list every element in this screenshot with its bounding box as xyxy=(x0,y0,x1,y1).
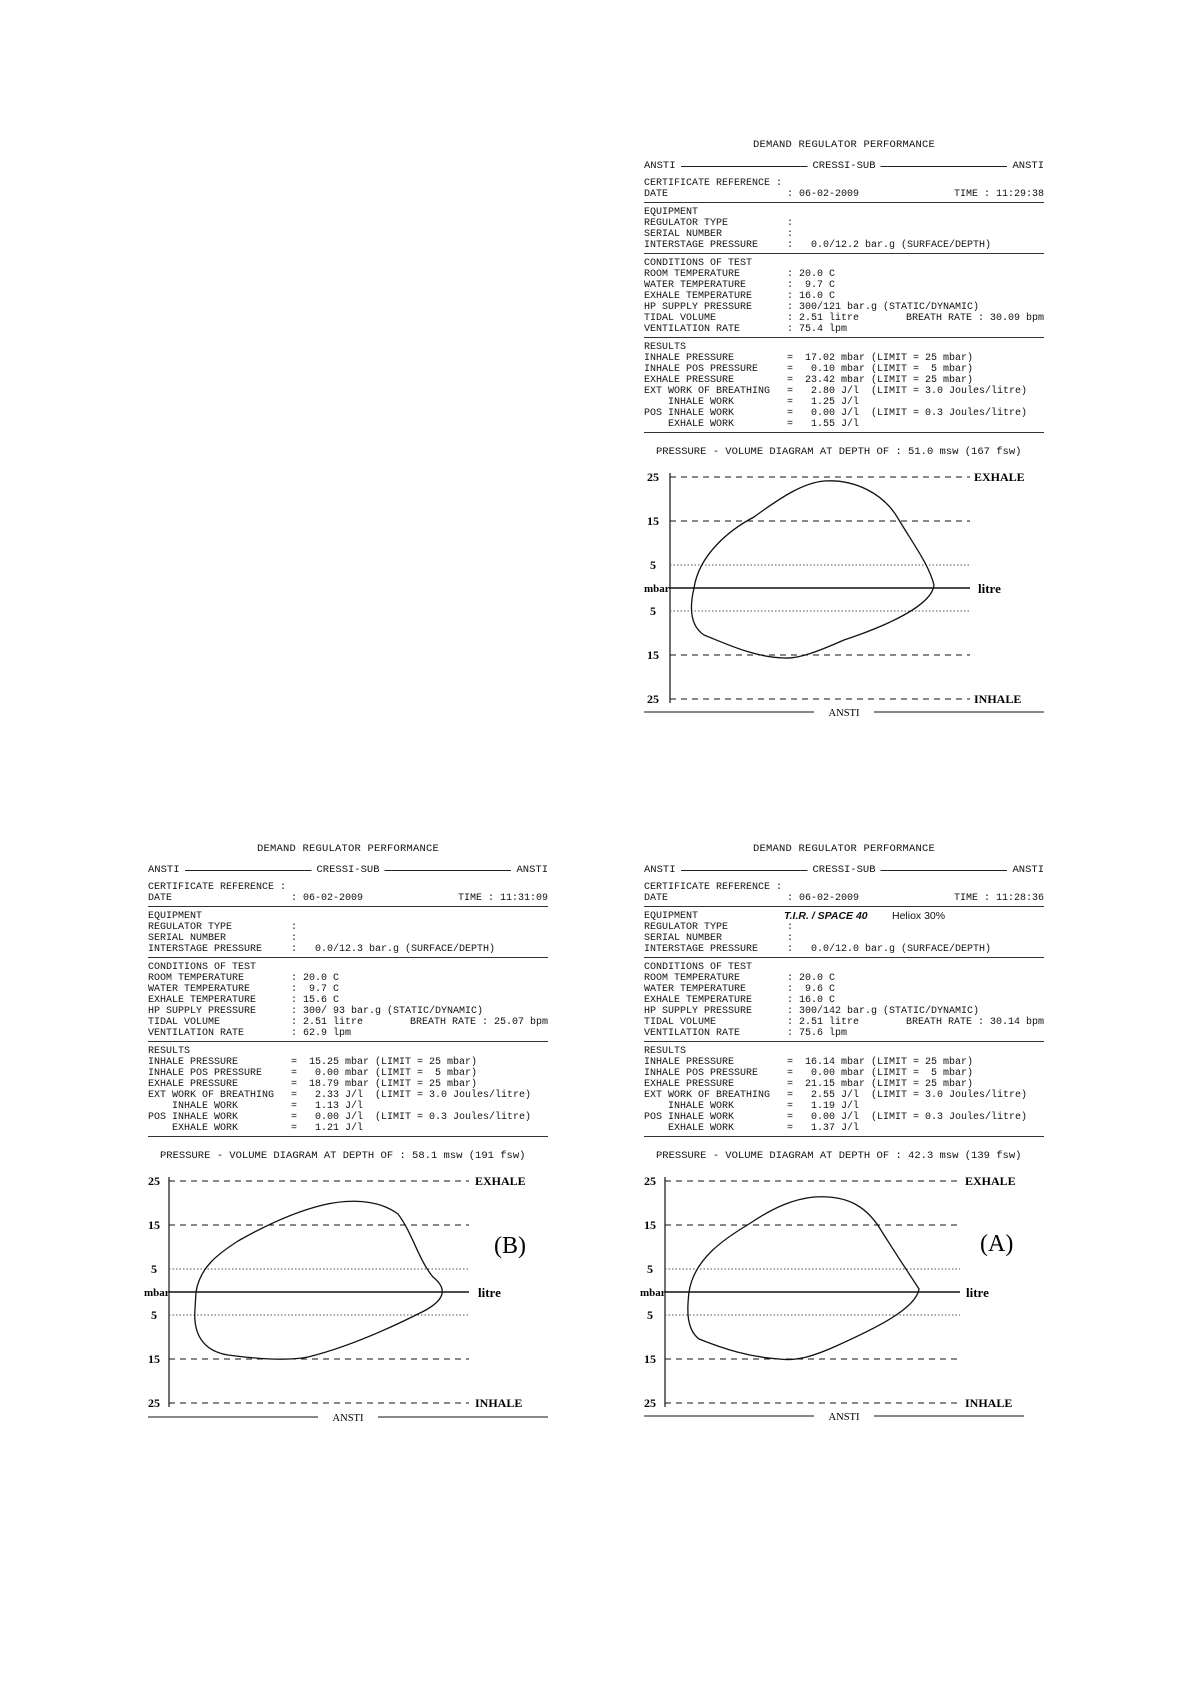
inhale-work-value: 1.19 J/l xyxy=(805,1101,860,1112)
tidal-volume-label: TIDAL VOLUME xyxy=(644,313,717,324)
pos-inhale-work-label: POS INHALE WORK xyxy=(644,408,735,419)
serial-number-label: SERIAL NUMBER xyxy=(644,229,723,240)
room-temperature-value: : 20.0 C xyxy=(787,269,836,280)
equipment-block xyxy=(644,910,1044,958)
pos-inhale-work-op: = xyxy=(787,1112,794,1123)
exhale-label: EXHALE xyxy=(974,470,1025,484)
pressure-volume-diagram xyxy=(644,465,1044,723)
inhale-pos-pressure-label: INHALE POS PRESSURE xyxy=(644,364,759,375)
tidal-volume-label: TIDAL VOLUME xyxy=(148,1017,221,1028)
date-value: : 06-02-2009 xyxy=(291,893,364,904)
interstage-pressure-value: : 0.0/12.3 bar.g (SURFACE/DEPTH) xyxy=(291,944,496,955)
exhale-work-label: EXHALE WORK xyxy=(644,419,735,430)
inhale-pos-pressure-label: INHALE POS PRESSURE xyxy=(148,1068,263,1079)
equipment-block xyxy=(644,206,1044,254)
reference-block xyxy=(644,177,1044,203)
ext-work-of-breathing-value: 2.80 J/l (LIMIT = 3.0 Joules/litre) xyxy=(805,386,1028,397)
y-tick-label: 25 xyxy=(148,1396,160,1410)
serial-number-value: : xyxy=(787,229,794,240)
y-tick-label: 5 xyxy=(151,1308,157,1322)
water-temperature-value: : 9.6 C xyxy=(787,984,836,995)
equipment-block xyxy=(148,910,548,958)
equipment-name: T.I.R. / SPACE 40 xyxy=(784,910,868,922)
ext-work-of-breathing-value: 2.33 J/l (LIMIT = 3.0 Joules/litre) xyxy=(309,1090,532,1101)
ext-work-of-breathing-value: 2.55 J/l (LIMIT = 3.0 Joules/litre) xyxy=(805,1090,1028,1101)
y-tick-label: 15 xyxy=(647,514,659,528)
inhale-work-value: 1.25 J/l xyxy=(805,397,860,408)
water-temperature-value: : 9.7 C xyxy=(787,280,836,291)
exhale-work-op: = xyxy=(787,1123,794,1134)
regulator-type-label: REGULATOR TYPE xyxy=(644,922,729,933)
inhale-pressure-label: INHALE PRESSURE xyxy=(148,1057,239,1068)
exhale-pressure-value: 18.79 mbar (LIMIT = 25 mbar) xyxy=(309,1079,478,1090)
hp-supply-pressure-label: HP SUPPLY PRESSURE xyxy=(148,1006,257,1017)
panel-label: (A) xyxy=(980,1231,1014,1257)
tidal-volume-value: : 2.51 litre xyxy=(291,1017,364,1028)
pos-inhale-work-value: 0.00 J/l (LIMIT = 0.3 Joules/litre) xyxy=(309,1112,532,1123)
results-block xyxy=(148,1045,548,1137)
ventilation-rate-value: : 75.6 lpm xyxy=(787,1028,848,1039)
breath-rate-value: BREATH RATE : 25.07 bpm xyxy=(409,1017,548,1028)
inhale-work-label: INHALE WORK xyxy=(644,1101,735,1112)
y-tick-label: 15 xyxy=(148,1218,160,1232)
interstage-pressure-label: INTERSTAGE PRESSURE xyxy=(644,240,759,251)
y-tick-label: 15 xyxy=(644,1352,656,1366)
breath-rate-value: BREATH RATE : 30.09 bpm xyxy=(905,313,1044,324)
exhale-pressure-op: = xyxy=(291,1079,298,1090)
header-right: ANSTI xyxy=(511,862,548,878)
pressure-volume-loop xyxy=(195,1201,443,1359)
tidal-volume-value: : 2.51 litre xyxy=(787,1017,860,1028)
ext-work-of-breathing-op: = xyxy=(291,1090,298,1101)
date-value: : 06-02-2009 xyxy=(787,893,860,904)
report-header xyxy=(148,862,548,878)
y-tick-label: 25 xyxy=(647,692,659,706)
y-axis-unit-label: mbar xyxy=(144,1287,170,1299)
date-label: DATE xyxy=(644,189,669,200)
exhale-temperature-value: : 16.0 C xyxy=(787,995,836,1006)
certificate-reference-label: CERTIFICATE REFERENCE : xyxy=(644,178,783,189)
exhale-work-value: 1.37 J/l xyxy=(805,1123,860,1134)
inhale-work-op: = xyxy=(787,397,794,408)
pressure-volume-loop xyxy=(691,481,934,658)
exhale-work-op: = xyxy=(291,1123,298,1134)
serial-number-label: SERIAL NUMBER xyxy=(644,933,723,944)
water-temperature-label: WATER TEMPERATURE xyxy=(644,280,747,291)
reference-block xyxy=(644,881,1044,907)
room-temperature-label: ROOM TEMPERATURE xyxy=(644,269,741,280)
exhale-temperature-label: EXHALE TEMPERATURE xyxy=(644,995,753,1006)
exhale-pressure-label: EXHALE PRESSURE xyxy=(148,1079,239,1090)
date-value: : 06-02-2009 xyxy=(787,189,860,200)
y-tick-label: 15 xyxy=(644,1218,656,1232)
results-heading: RESULTS xyxy=(148,1046,191,1057)
ventilation-rate-label: VENTILATION RATE xyxy=(644,1028,741,1039)
time-value: TIME : 11:31:09 xyxy=(457,893,548,904)
exhale-label: EXHALE xyxy=(965,1174,1016,1188)
x-axis-label: litre xyxy=(966,1285,989,1300)
interstage-pressure-value: : 0.0/12.0 bar.g (SURFACE/DEPTH) xyxy=(787,944,992,955)
equipment-heading: EQUIPMENT xyxy=(148,911,203,922)
ext-work-of-breathing-op: = xyxy=(787,386,794,397)
regulator-type-label: REGULATOR TYPE xyxy=(148,922,233,933)
inhale-pressure-op: = xyxy=(787,353,794,364)
certificate-reference-label: CERTIFICATE REFERENCE : xyxy=(644,882,783,893)
report-header xyxy=(644,158,1044,174)
equipment-gas: Heliox 30% xyxy=(892,910,946,922)
y-axis-unit-label: mbar xyxy=(644,583,670,595)
inhale-pressure-value: 17.02 mbar (LIMIT = 25 mbar) xyxy=(805,353,974,364)
y-tick-label: 25 xyxy=(644,1174,656,1188)
exhale-work-value: 1.21 J/l xyxy=(309,1123,364,1134)
interstage-pressure-label: INTERSTAGE PRESSURE xyxy=(148,944,263,955)
inhale-pressure-value: 16.14 mbar (LIMIT = 25 mbar) xyxy=(805,1057,974,1068)
inhale-pressure-op: = xyxy=(291,1057,298,1068)
diagram-title: PRESSURE - VOLUME DIAGRAM AT DEPTH OF : 51.0 msw (167 fsw) xyxy=(656,446,1022,458)
exhale-work-label: EXHALE WORK xyxy=(148,1123,239,1134)
inhale-label: INHALE xyxy=(974,692,1022,706)
ext-work-of-breathing-label: EXT WORK OF BREATHING xyxy=(148,1090,275,1101)
pos-inhale-work-value: 0.00 J/l (LIMIT = 0.3 Joules/litre) xyxy=(805,408,1028,419)
header-left: ANSTI xyxy=(148,862,185,878)
tidal-volume-label: TIDAL VOLUME xyxy=(644,1017,717,1028)
header-left: ANSTI xyxy=(644,862,681,878)
y-axis-unit-label: mbar xyxy=(640,1287,666,1299)
regulator-type-value: : xyxy=(291,922,298,933)
exhale-pressure-label: EXHALE PRESSURE xyxy=(644,375,735,386)
footer-label: ANSTI xyxy=(828,1412,860,1423)
results-block xyxy=(644,341,1044,433)
ventilation-rate-value: : 75.4 lpm xyxy=(787,324,848,335)
equipment-heading: EQUIPMENT xyxy=(644,911,699,922)
exhale-pressure-op: = xyxy=(787,1079,794,1090)
exhale-pressure-op: = xyxy=(787,375,794,386)
exhale-temperature-value: : 16.0 C xyxy=(787,291,836,302)
y-tick-label: 25 xyxy=(148,1174,160,1188)
inhale-work-op: = xyxy=(787,1101,794,1112)
inhale-pos-pressure-value: 0.10 mbar (LIMIT = 5 mbar) xyxy=(805,364,974,375)
hp-supply-pressure-value: : 300/ 93 bar.g (STATIC/DYNAMIC) xyxy=(291,1006,484,1017)
exhale-temperature-value: : 15.6 C xyxy=(291,995,340,1006)
diagram-title: PRESSURE - VOLUME DIAGRAM AT DEPTH OF : 58.1 msw (191 fsw) xyxy=(160,1150,526,1162)
inhale-pos-pressure-label: INHALE POS PRESSURE xyxy=(644,1068,759,1079)
inhale-work-label: INHALE WORK xyxy=(148,1101,239,1112)
room-temperature-value: : 20.0 C xyxy=(291,973,340,984)
pressure-volume-loop xyxy=(688,1197,919,1360)
x-axis-label: litre xyxy=(478,1285,501,1300)
header-center: CRESSI-SUB xyxy=(807,158,880,174)
exhale-pressure-label: EXHALE PRESSURE xyxy=(644,1079,735,1090)
ventilation-rate-value: : 62.9 lpm xyxy=(291,1028,352,1039)
report-top-right xyxy=(644,138,1044,723)
panel-label: (B) xyxy=(494,1233,526,1259)
exhale-label: EXHALE xyxy=(475,1174,526,1188)
y-tick-label: 15 xyxy=(647,648,659,662)
room-temperature-label: ROOM TEMPERATURE xyxy=(148,973,245,984)
conditions-heading: CONDITIONS OF TEST xyxy=(148,962,257,973)
diagram-title: PRESSURE - VOLUME DIAGRAM AT DEPTH OF : 42.3 msw (139 fsw) xyxy=(656,1150,1022,1162)
report-bottom-left xyxy=(144,842,548,1427)
y-tick-label: 15 xyxy=(148,1352,160,1366)
pos-inhale-work-label: POS INHALE WORK xyxy=(148,1112,239,1123)
footer-label: ANSTI xyxy=(332,1413,364,1424)
report-bottom-right xyxy=(640,842,1044,1427)
serial-number-value: : xyxy=(787,933,794,944)
inhale-pos-pressure-op: = xyxy=(291,1068,298,1079)
y-tick-label: 5 xyxy=(151,1262,157,1276)
exhale-temperature-label: EXHALE TEMPERATURE xyxy=(148,995,257,1006)
equipment-heading: EQUIPMENT xyxy=(644,207,699,218)
pos-inhale-work-op: = xyxy=(787,408,794,419)
inhale-work-label: INHALE WORK xyxy=(644,397,735,408)
y-tick-label: 25 xyxy=(647,470,659,484)
hp-supply-pressure-label: HP SUPPLY PRESSURE xyxy=(644,302,753,313)
y-tick-label: 25 xyxy=(644,1396,656,1410)
exhale-pressure-value: 23.42 mbar (LIMIT = 25 mbar) xyxy=(805,375,974,386)
inhale-label: INHALE xyxy=(475,1396,523,1410)
inhale-pos-pressure-op: = xyxy=(787,1068,794,1079)
inhale-pos-pressure-op: = xyxy=(787,364,794,375)
hp-supply-pressure-label: HP SUPPLY PRESSURE xyxy=(644,1006,753,1017)
inhale-pressure-op: = xyxy=(787,1057,794,1068)
exhale-pressure-value: 21.15 mbar (LIMIT = 25 mbar) xyxy=(805,1079,974,1090)
pos-inhale-work-value: 0.00 J/l (LIMIT = 0.3 Joules/litre) xyxy=(805,1112,1028,1123)
report-title: DEMAND REGULATOR PERFORMANCE xyxy=(752,843,936,855)
exhale-work-label: EXHALE WORK xyxy=(644,1123,735,1134)
ext-work-of-breathing-label: EXT WORK OF BREATHING xyxy=(644,386,771,397)
conditions-block xyxy=(644,961,1044,1042)
pos-inhale-work-label: POS INHALE WORK xyxy=(644,1112,735,1123)
interstage-pressure-label: INTERSTAGE PRESSURE xyxy=(644,944,759,955)
time-value: TIME : 11:28:36 xyxy=(953,893,1044,904)
water-temperature-label: WATER TEMPERATURE xyxy=(148,984,251,995)
water-temperature-value: : 9.7 C xyxy=(291,984,340,995)
ext-work-of-breathing-label: EXT WORK OF BREATHING xyxy=(644,1090,771,1101)
hp-supply-pressure-value: : 300/142 bar.g (STATIC/DYNAMIC) xyxy=(787,1006,980,1017)
exhale-work-value: 1.55 J/l xyxy=(805,419,860,430)
ventilation-rate-label: VENTILATION RATE xyxy=(148,1028,245,1039)
report-title: DEMAND REGULATOR PERFORMANCE xyxy=(256,843,440,855)
reference-block xyxy=(148,881,548,907)
results-heading: RESULTS xyxy=(644,342,687,353)
date-label: DATE xyxy=(644,893,669,904)
inhale-pos-pressure-value: 0.00 mbar (LIMIT = 5 mbar) xyxy=(309,1068,478,1079)
conditions-block xyxy=(148,961,548,1042)
regulator-type-value: : xyxy=(787,922,794,933)
certificate-reference-label: CERTIFICATE REFERENCE : xyxy=(148,882,287,893)
header-center: CRESSI-SUB xyxy=(311,862,384,878)
inhale-pressure-label: INHALE PRESSURE xyxy=(644,353,735,364)
serial-number-value: : xyxy=(291,933,298,944)
inhale-pressure-label: INHALE PRESSURE xyxy=(644,1057,735,1068)
header-left: ANSTI xyxy=(644,158,681,174)
regulator-type-label: REGULATOR TYPE xyxy=(644,218,729,229)
conditions-block xyxy=(644,257,1044,338)
room-temperature-value: : 20.0 C xyxy=(787,973,836,984)
y-tick-label: 5 xyxy=(650,604,656,618)
x-axis-label: litre xyxy=(978,581,1001,596)
tidal-volume-value: : 2.51 litre xyxy=(787,313,860,324)
report-title: DEMAND REGULATOR PERFORMANCE xyxy=(752,139,936,151)
regulator-type-value: : xyxy=(787,218,794,229)
breath-rate-value: BREATH RATE : 30.14 bpm xyxy=(905,1017,1044,1028)
conditions-heading: CONDITIONS OF TEST xyxy=(644,962,753,973)
date-label: DATE xyxy=(148,893,173,904)
results-heading: RESULTS xyxy=(644,1046,687,1057)
header-center: CRESSI-SUB xyxy=(807,862,880,878)
pressure-volume-diagram xyxy=(144,1169,548,1427)
pressure-volume-diagram xyxy=(640,1169,1044,1427)
header-right: ANSTI xyxy=(1007,862,1044,878)
y-tick-label: 5 xyxy=(647,1308,653,1322)
ventilation-rate-label: VENTILATION RATE xyxy=(644,324,741,335)
time-value: TIME : 11:29:38 xyxy=(953,189,1044,200)
water-temperature-label: WATER TEMPERATURE xyxy=(644,984,747,995)
inhale-work-op: = xyxy=(291,1101,298,1112)
serial-number-label: SERIAL NUMBER xyxy=(148,933,227,944)
report-header xyxy=(644,862,1044,878)
inhale-pressure-value: 15.25 mbar (LIMIT = 25 mbar) xyxy=(309,1057,478,1068)
y-tick-label: 5 xyxy=(647,1262,653,1276)
room-temperature-label: ROOM TEMPERATURE xyxy=(644,973,741,984)
hp-supply-pressure-value: : 300/121 bar.g (STATIC/DYNAMIC) xyxy=(787,302,980,313)
inhale-label: INHALE xyxy=(965,1396,1013,1410)
interstage-pressure-value: : 0.0/12.2 bar.g (SURFACE/DEPTH) xyxy=(787,240,992,251)
results-block xyxy=(644,1045,1044,1137)
ext-work-of-breathing-op: = xyxy=(787,1090,794,1101)
exhale-work-op: = xyxy=(787,419,794,430)
exhale-temperature-label: EXHALE TEMPERATURE xyxy=(644,291,753,302)
footer-label: ANSTI xyxy=(828,708,860,719)
header-right: ANSTI xyxy=(1007,158,1044,174)
y-tick-label: 5 xyxy=(650,558,656,572)
conditions-heading: CONDITIONS OF TEST xyxy=(644,258,753,269)
inhale-work-value: 1.13 J/l xyxy=(309,1101,364,1112)
inhale-pos-pressure-value: 0.00 mbar (LIMIT = 5 mbar) xyxy=(805,1068,974,1079)
pos-inhale-work-op: = xyxy=(291,1112,298,1123)
